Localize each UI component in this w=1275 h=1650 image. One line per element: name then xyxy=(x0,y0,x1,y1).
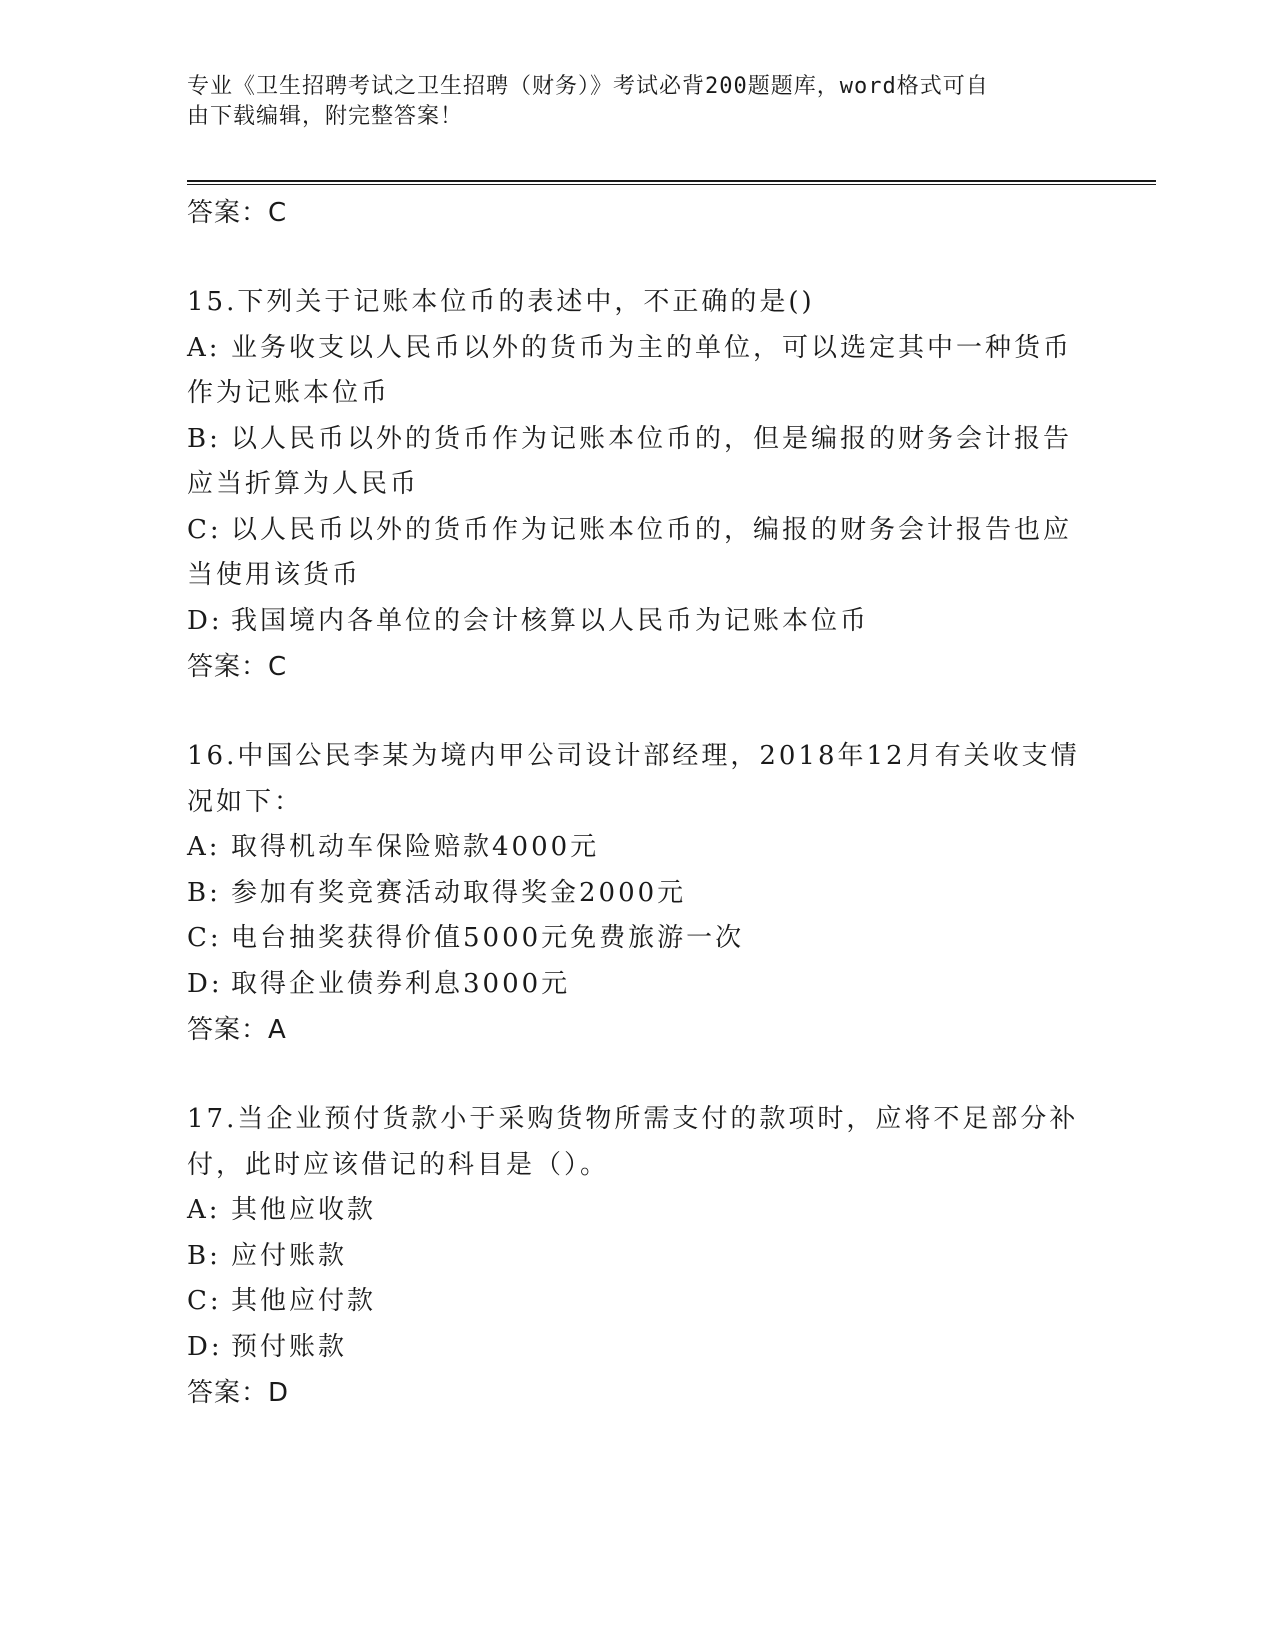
question-block xyxy=(187,1097,1087,1416)
option-text: 其他应收款 xyxy=(231,1195,377,1225)
option-text: 以人民币以外的货币作为记账本位币的，但是编报的财务会计报告 xyxy=(231,423,1073,454)
option-text: 应付账款 xyxy=(231,1240,348,1271)
answer-line: 答案：A xyxy=(187,1015,287,1045)
question-stem-line: 付，此时应该借记的科目是（）。 xyxy=(187,1149,610,1180)
answer-line: 答案：D xyxy=(187,1378,290,1408)
option-label: D: xyxy=(187,1331,223,1362)
header-line-1: 专业《卫生招聘考试之卫生招聘（财务）》考试必背200题题库，word格式可自 xyxy=(187,74,989,99)
header-divider xyxy=(187,180,1156,185)
option-line xyxy=(187,1234,1087,1280)
option-line xyxy=(187,1325,1087,1371)
option-line xyxy=(187,1188,1087,1234)
question-stem-line: 15.下列关于记账本位币的表述中，不正确的是() xyxy=(187,287,815,317)
option-label: B: xyxy=(187,1240,221,1271)
option-text: 参加有奖竞赛活动取得奖金2000元 xyxy=(231,877,687,908)
option-text: 电台抽奖获得价值5000元免费旅游一次 xyxy=(231,923,745,953)
document-body xyxy=(187,190,1087,1416)
page-header xyxy=(187,72,1077,132)
option-line xyxy=(187,871,1087,917)
option-label: D: xyxy=(187,605,223,636)
answer-line: 答案：C xyxy=(187,652,288,682)
option-label: A: xyxy=(187,1195,221,1225)
option-label: C: xyxy=(187,514,222,545)
option-text: 业务收支以人民币以外的货币为主的单位，可以选定其中一种货币 xyxy=(231,332,1073,363)
option-line xyxy=(187,599,1087,645)
option-line xyxy=(187,553,1087,599)
option-label: B: xyxy=(187,423,221,454)
option-line xyxy=(187,326,1087,372)
option-label: A: xyxy=(187,332,221,363)
option-line xyxy=(187,371,1087,417)
previous-answer: 答案：C xyxy=(187,198,288,228)
option-text: 作为记账本位币 xyxy=(187,378,391,408)
option-text: 以人民币以外的货币作为记账本位币的，编报的财务会计报告也应 xyxy=(231,514,1073,545)
option-label: C: xyxy=(187,923,222,953)
option-line xyxy=(187,417,1087,463)
header-line-2: 由下载编辑，附完整答案！ xyxy=(187,104,464,129)
option-label: C: xyxy=(187,1286,222,1316)
option-label: B: xyxy=(187,877,221,908)
option-text: 当使用该货币 xyxy=(187,560,362,590)
option-line xyxy=(187,916,1087,962)
question-stem-line: 16.中国公民李某为境内甲公司设计部经理，2018年12月有关收支情 xyxy=(187,741,1080,771)
option-text: 预付账款 xyxy=(231,1331,348,1362)
option-text: 取得企业债券利息3000元 xyxy=(231,968,571,999)
option-line xyxy=(187,1279,1087,1325)
option-text: 取得机动车保险赔款4000元 xyxy=(231,832,600,862)
option-line xyxy=(187,508,1087,554)
option-label: A: xyxy=(187,832,221,862)
question-stem-line: 17.当企业预付货款小于采购货物所需支付的款项时，应将不足部分补 xyxy=(187,1104,1079,1134)
option-line xyxy=(187,825,1087,871)
option-text: 其他应付款 xyxy=(231,1286,377,1316)
option-label: D: xyxy=(187,968,223,999)
question-stem-line: 况如下： xyxy=(187,786,304,817)
option-line xyxy=(187,462,1087,508)
question-block xyxy=(187,280,1087,690)
option-text: 应当折算为人民币 xyxy=(187,469,420,499)
question-block xyxy=(187,734,1087,1053)
option-line xyxy=(187,962,1087,1008)
option-text: 我国境内各单位的会计核算以人民币为记账本位币 xyxy=(231,605,870,636)
